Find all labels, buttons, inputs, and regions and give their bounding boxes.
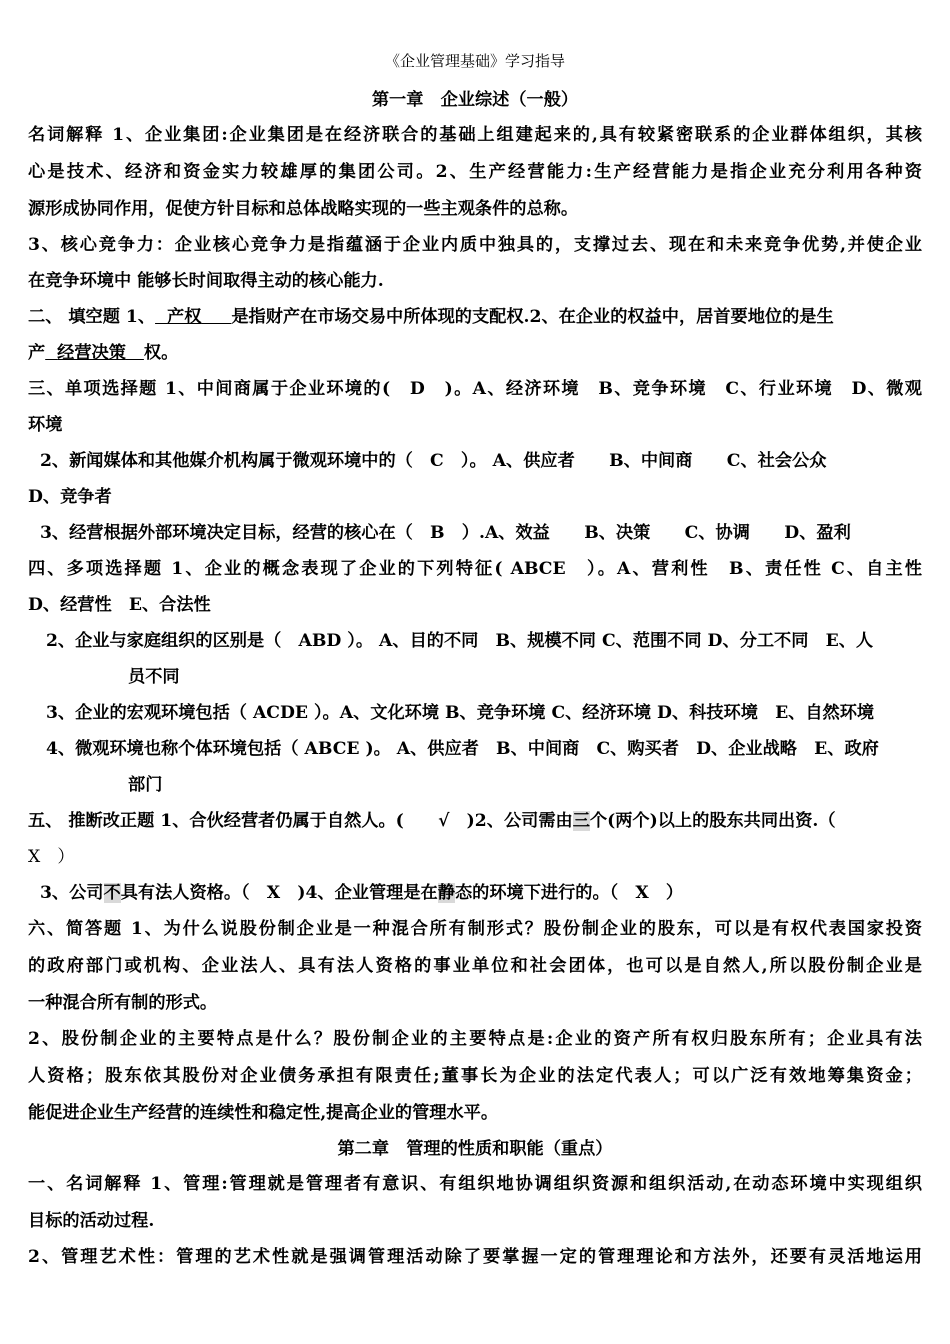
fill-in-answer (155, 307, 231, 327)
text-line: 员不同 (128, 667, 180, 687)
text-line: 三、单项选择题 1、中间商属于企业环境的( D )。A、经济环境 B、竞争环境 C、行业环境 D、微观 (28, 379, 922, 399)
text-line: 六、简答题 1、为什么说股份制企业是一种混合所有制形式？股份制企业的股东，可以是有权代表国家投资 (28, 919, 922, 939)
text-line: 能促进企业生产经营的连续性和稳定性,提高企业的管理水平。 (28, 1103, 499, 1123)
judgement-question-line-3 (28, 878, 922, 903)
text-line: 3、经营根据外部环境决定目标，经营的核心在（ B ）.A、效益 B、决策 C、协调 D、盈利 (28, 523, 851, 543)
judgement-question-line-2: X ） (28, 847, 75, 867)
fill-in-question-line-1 (28, 302, 922, 327)
chapter-1-heading: 第一章 企业综述（一般） (371, 90, 579, 110)
text-line: 2、企业与家庭组织的区别是（ ABD ）。 A、目的不同 B、规模不同 C、范围不同 D、分工不同 E、人 (28, 631, 874, 651)
judgement-text: 五、 推断改正题 1、合伙经营者仍属于自然人。( √ )2、公司需由 (28, 811, 573, 831)
text-line: D、竞争者 (28, 487, 112, 507)
highlighted-text: 不 (103, 883, 121, 903)
text-line: 3、企业的宏观环境包括（ ACDE ）。A、文化环境 B、竞争环境 C、经济环境 D、科技环境 E、自然环境 (28, 703, 875, 723)
fill-in-answer (45, 343, 144, 363)
highlighted-text: 三 (572, 811, 590, 831)
text-line: 的政府部门或机构、企业法人、具有法人资格的事业单位和社会团体，也可以是自然人,所以股份制企业是 (28, 956, 922, 976)
text-line: 2、股份制企业的主要特点是什么？股份制企业的主要特点是:企业的资产所有权归股东所有；企业具有法 (28, 1029, 922, 1049)
text-line: 一、名词解释 1、管理:管理就是管理者有意识、有组织地协调组织资源和组织活动,在动态环境中实现组织 (28, 1174, 922, 1194)
text-line: 名词解释 1、企业集团:企业集团是在经济联合的基础上组建起来的,具有较紧密联系的企业群体组织，其核 (28, 125, 922, 145)
text-line: 四、多项选择题 1、企业的概念表现了企业的下列特征( ABCE ）。A、营利性 B、责任性 C、自主性 (28, 559, 922, 579)
fill-in-answer-text: 产权 (167, 307, 202, 327)
judgement-text: 具有法人资格。（ X )4、企业管理是在 (120, 883, 438, 903)
document-title: 《企业管理基础》学习指导 (384, 52, 565, 70)
highlighted-text: 静 (437, 883, 455, 903)
judgement-text: 3、公司 (28, 883, 104, 903)
text-line: 目标的活动过程. (28, 1211, 155, 1231)
fill-in-question-line-2 (28, 338, 922, 363)
text-line: D、经营性 E、合法性 (28, 595, 211, 615)
text-line: 在竞争环境中 能够长时间取得主动的核心能力. (28, 271, 384, 291)
text-line: 部门 (128, 775, 163, 795)
text-line: 2、新闻媒体和其他媒介机构属于微观环境中的（ C ）。 A、供应者 B、中间商 C、社会公众 (28, 451, 827, 471)
text-line: 4、微观环境也称个体环境包括（ ABCE )。 A、供应者 B、中间商 C、购买者 D、企业战略 E、政府 (28, 739, 879, 759)
text-line: 3、核心竞争力：企业核心竞争力是指蕴涵于企业内质中独具的，支撑过去、现在和未来竞争优势,并使企业 (28, 235, 922, 255)
fill-in-label: 二、 填空题 1、 (28, 307, 156, 327)
fill-in-text: 产 (28, 343, 46, 363)
fill-in-answer-text: 经营决策 (57, 343, 126, 363)
judgement-question-line-1 (28, 806, 922, 831)
judgement-text: 态的环境下进行的。（ X ） (454, 883, 684, 903)
text-line: 一种混合所有制的形式。 (28, 993, 218, 1013)
fill-in-text: 是指财产在市场交易中所体现的支配权.2、在企业的权益中，居首要地位的是生 (231, 307, 834, 327)
judgement-text: 个(两个)以上的股东共同出资.（ (589, 811, 836, 831)
text-line: 心是技术、经济和资金实力较雄厚的集团公司。2、生产经营能力:生产经营能力是指企业充分利用各种资 (28, 162, 922, 182)
text-line: 2、管理艺术性：管理的艺术性就是强调管理活动除了要掌握一定的管理理论和方法外，还要有灵活地运用 (28, 1247, 922, 1267)
text-line: 人资格；股东依其股份对企业债务承担有限责任;董事长为企业的法定代表人；可以广泛有效地筹集资金； (28, 1066, 922, 1086)
text-line: 源形成协同作用，促使方针目标和总体战略实现的一些主观条件的总称。 (28, 199, 579, 219)
fill-in-text: 权。 (143, 343, 179, 363)
chapter-2-heading: 第二章 管理的性质和职能（重点） (337, 1139, 613, 1159)
text-line: 环境 (28, 415, 63, 435)
